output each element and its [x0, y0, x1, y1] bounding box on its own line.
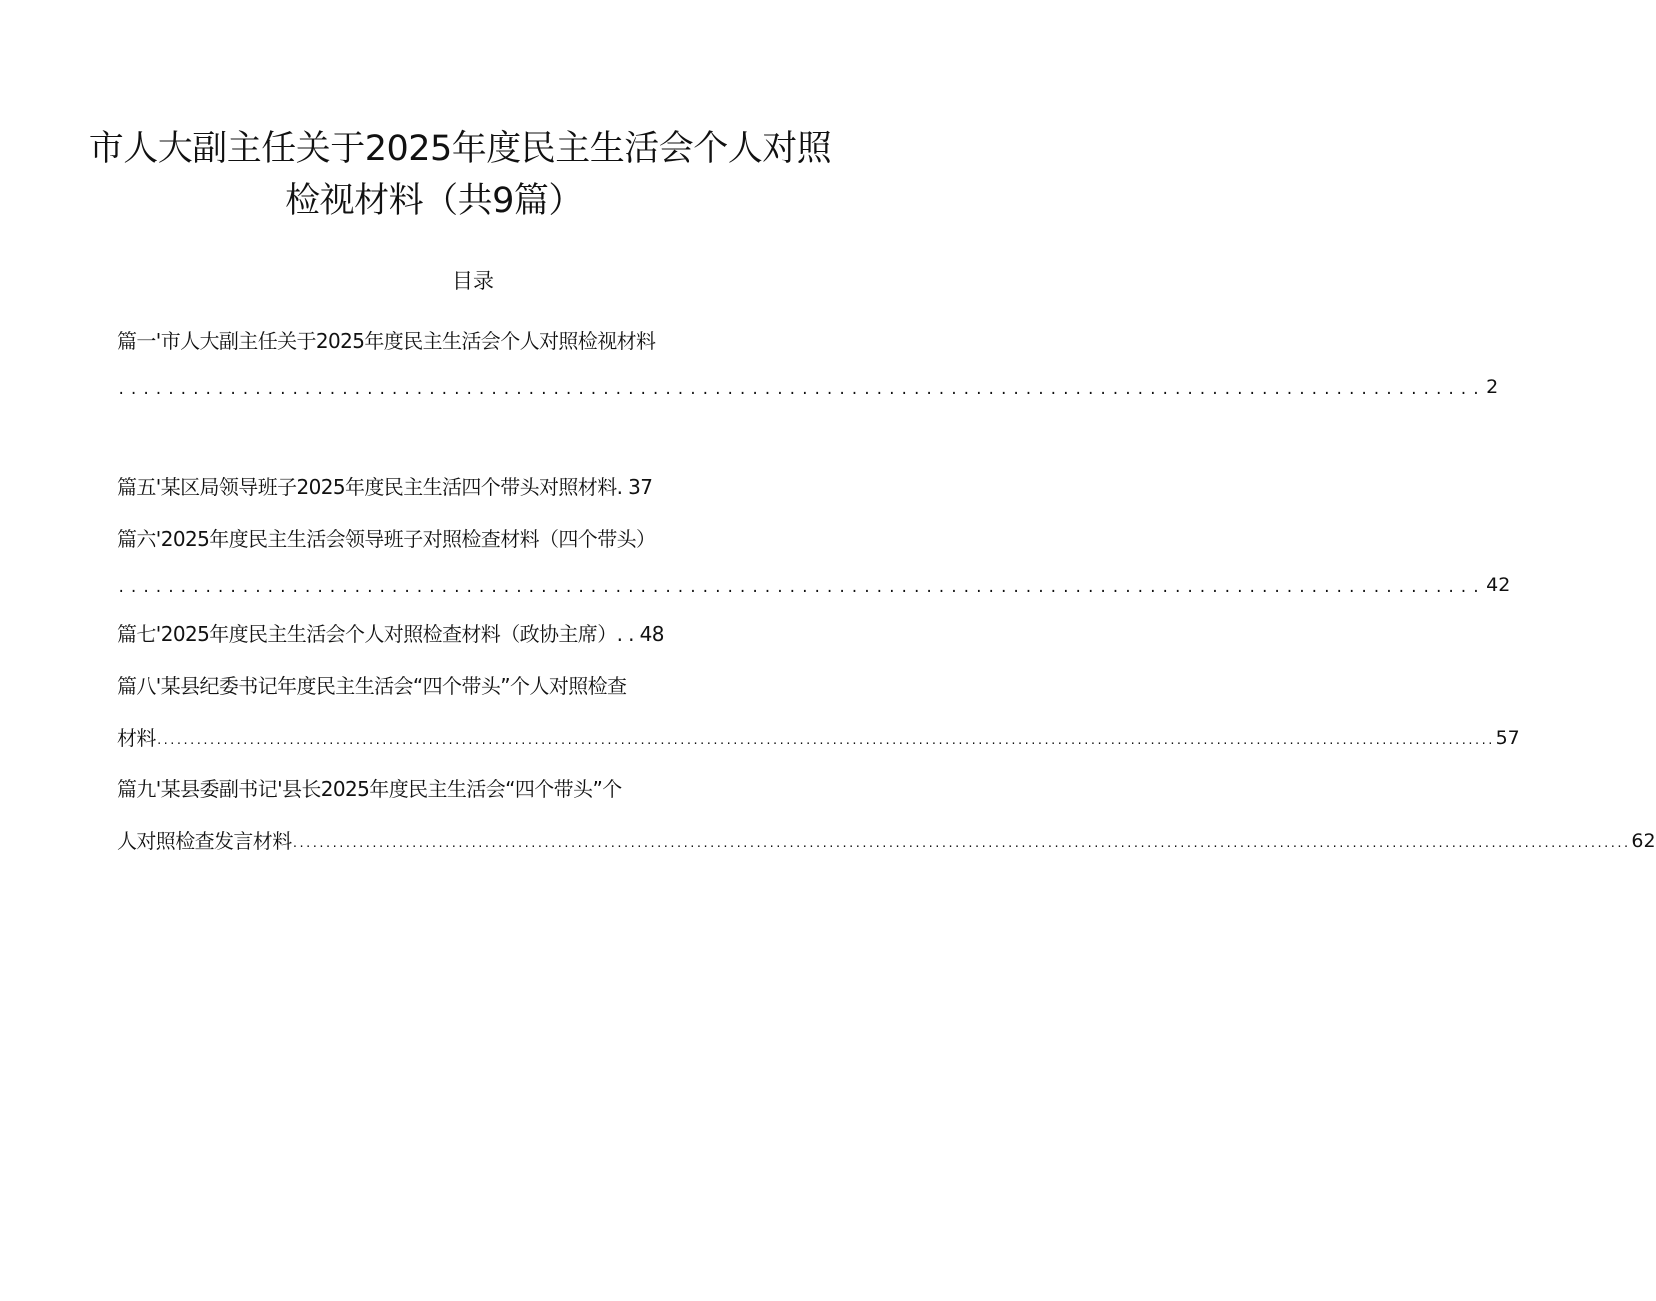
toc-entry-7-title[interactable]: 篇七'2025年度民主生活会个人对照检查材料（政协主席）. . 48: [117, 622, 664, 646]
document-title-line-2: 检视材料（共9篇）: [285, 181, 583, 221]
dot-leader: ..............................................................................................................: [117, 382, 1485, 398]
document-title-line-1: 市人大副主任关于2025年度民主生活会个人对照: [88, 129, 832, 169]
dot-leader: ..............................................................................................................: [117, 580, 1485, 596]
toc-entry-8-title-line-1[interactable]: 篇八'某县纪委书记年度民主生活会“四个带头”个人对照检查: [117, 674, 627, 698]
toc-entry-1-leader[interactable]: [117, 372, 1499, 402]
toc-entry-9-title-line-1[interactable]: 篇九'某县委副书记'县长2025年度民主生活会“四个带头”个: [117, 777, 622, 801]
toc-entry-9-leader[interactable]: [117, 826, 1656, 856]
toc-entry-8-page: 57: [1495, 727, 1520, 749]
dot-leader: ..........................................................................................................................................................................................................: [155, 734, 1494, 747]
toc-entry-6-title[interactable]: 篇六'2025年度民主生活会领导班子对照检查材料（四个带头）: [117, 527, 656, 551]
toc-entry-5-title[interactable]: 篇五'某区局领导班子2025年度民主生活四个带头对照材料. 37: [117, 475, 653, 499]
toc-entry-1-title[interactable]: 篇一'市人大副主任关于2025年度民主生活会个人对照检视材料: [117, 329, 656, 353]
toc-entry-6-leader[interactable]: [117, 570, 1511, 600]
toc-entry-8-leader[interactable]: [117, 723, 1520, 753]
toc-entry-1-page: 2: [1486, 376, 1499, 398]
toc-entry-6-page: 42: [1486, 574, 1511, 596]
dot-leader: ..........................................................................................................................................................................................................: [291, 837, 1630, 850]
toc-entry-8-title-line-2: 材料: [117, 726, 156, 750]
toc-entry-9-page: 62: [1631, 830, 1656, 852]
toc-entry-9-title-line-2: 人对照检查发言材料: [117, 829, 292, 853]
toc-heading: 目录: [452, 269, 494, 293]
